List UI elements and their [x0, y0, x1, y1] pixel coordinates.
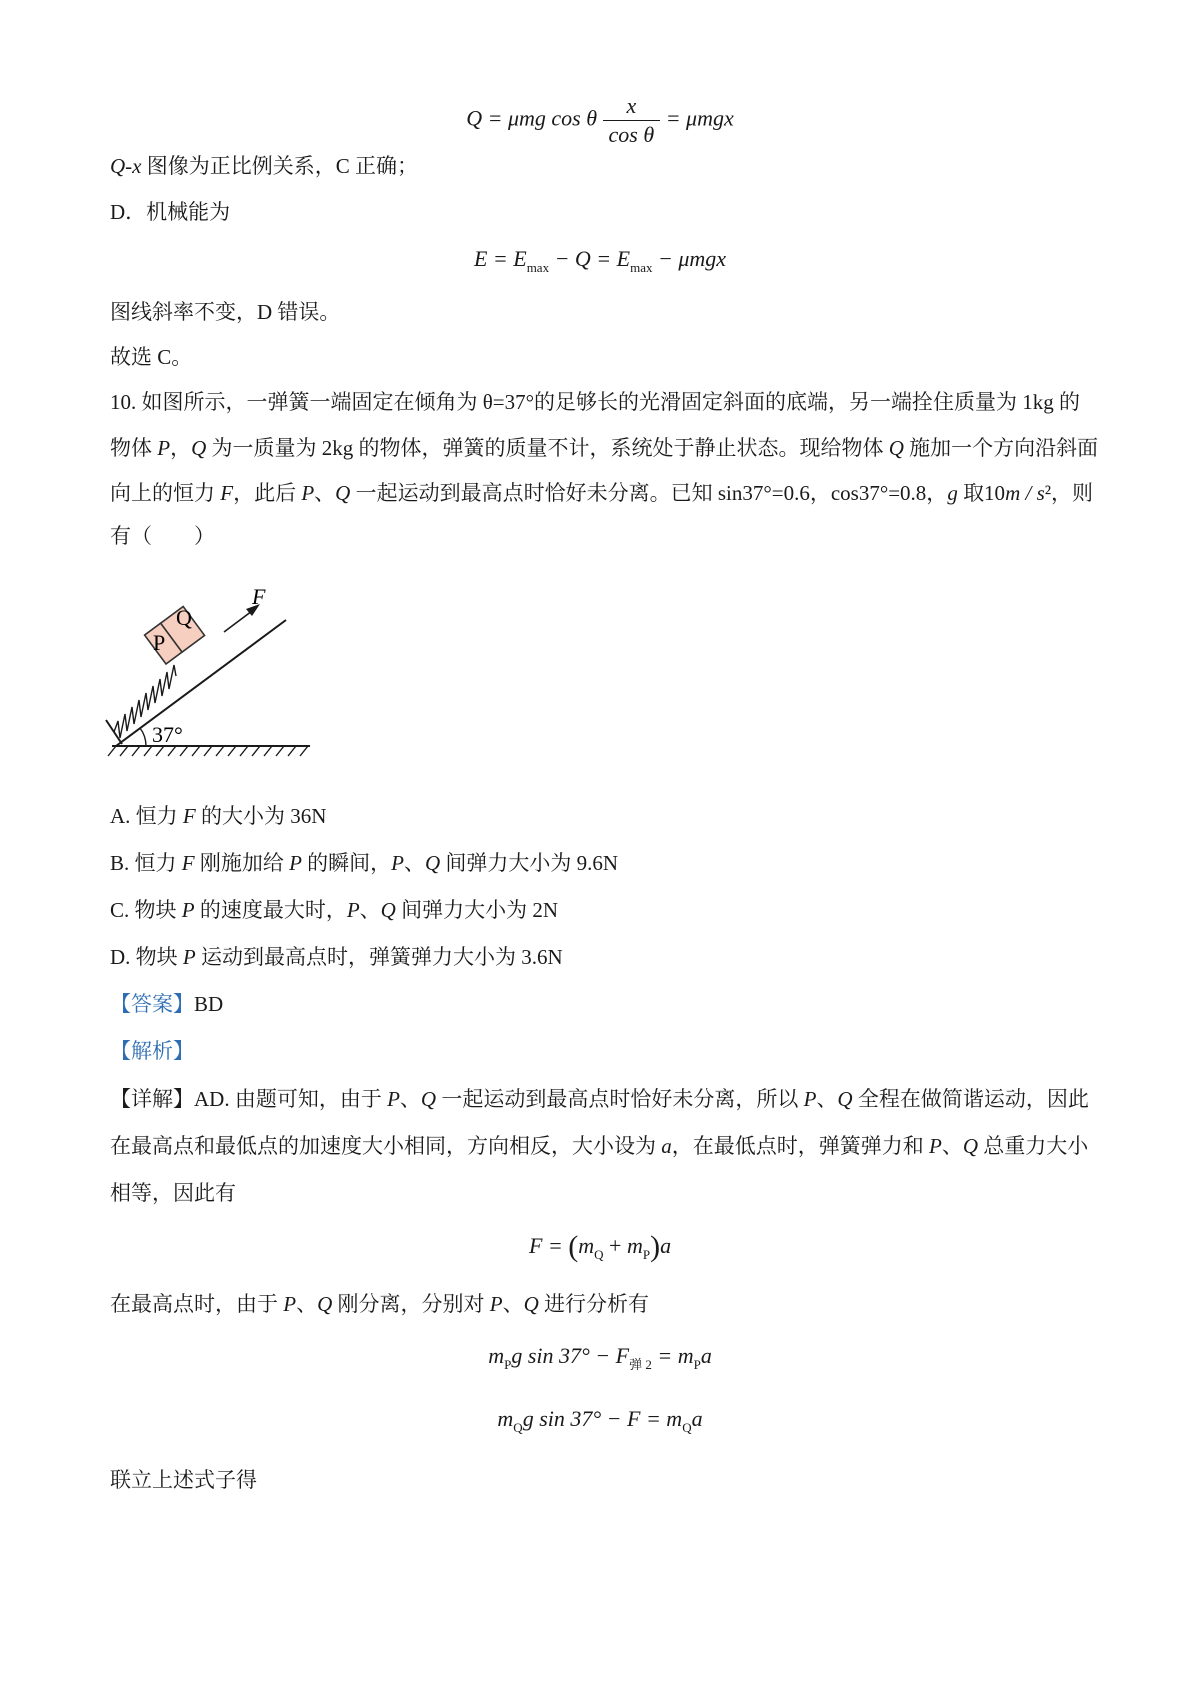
q-l3-f: ²，则: [1044, 481, 1094, 505]
q-l2-d: 施加一个方向沿斜面: [903, 436, 1099, 460]
angle-arc: [140, 728, 146, 746]
q-l3-d: 一起运动到最高点时恰好未分离。已知 sin37°=0.6，cos37°=0.8，: [350, 481, 948, 505]
q-l3-c: 、: [314, 481, 336, 505]
opt-d-a: D. 物块: [110, 945, 183, 969]
opt-a-a: A. 恒力: [110, 804, 183, 828]
analysis-tag: 【解析】: [110, 1039, 194, 1063]
q-l3-unit: m / s: [1005, 481, 1045, 505]
eq1-lhs: Q = μmg cos θ: [466, 105, 598, 131]
option-c: [110, 894, 558, 924]
option-b: [110, 847, 618, 877]
eq2-sub-max-2: max: [630, 260, 653, 275]
top-P2: P: [489, 1292, 503, 1316]
eq5-a: g sin 37° − F = m: [522, 1406, 683, 1431]
eq5-sub-Q: Q: [513, 1420, 523, 1435]
q-l2-P: P: [157, 436, 171, 460]
answer-line: [110, 988, 223, 1018]
label-angle: 37°: [152, 722, 183, 747]
eq3-sub-P: P: [642, 1247, 651, 1262]
top-Q: Q: [317, 1292, 333, 1316]
question-line-3: [110, 477, 1093, 507]
detail-l1-a: AD. 由题可知，由于: [194, 1087, 388, 1111]
eq1-numerator: x: [603, 92, 661, 121]
detail-line-3: 相等，因此有: [110, 1181, 236, 1205]
detail-tag: 【详解】: [110, 1087, 194, 1111]
opt-d-b: 运动到最高点时，弹簧弹力大小为 3.6N: [195, 945, 563, 969]
qx-text: 图像为正比例关系，C 正确；: [141, 154, 418, 178]
eq4-sub-P: P: [504, 1357, 512, 1372]
opt-c-c: 、: [359, 898, 381, 922]
q-l2-a: 物体: [110, 436, 158, 460]
q-l3-e: 取10: [957, 481, 1006, 505]
detail-l1-Q: Q: [420, 1087, 437, 1111]
eq2-part-a: E = E: [473, 246, 527, 271]
opt-d-P: P: [182, 945, 196, 969]
equation-heat: [0, 92, 1200, 149]
q-l2-Q: Q: [191, 436, 207, 460]
incline-spring-figure: [100, 588, 360, 768]
question-line-4: 有（ ）: [110, 524, 215, 548]
detail-l2-a-var: a: [661, 1134, 672, 1158]
question-line-2: [110, 432, 1098, 462]
opt-c-P: P: [181, 898, 195, 922]
paragraph-qx-graph: [110, 150, 418, 180]
opt-c-P2: P: [346, 898, 360, 922]
paragraph-choose-c: 故选 C。: [110, 345, 193, 369]
option-a: [110, 800, 326, 830]
opt-b-F: F: [181, 851, 195, 875]
detail-l2-P: P: [929, 1134, 942, 1158]
opt-b-d: 、: [404, 851, 425, 875]
option-d: [110, 941, 563, 971]
q-l2-b: ，: [170, 436, 192, 460]
q-l2-Q2: Q: [888, 436, 904, 460]
equation-P-top: [0, 1343, 1200, 1373]
top-b: 、: [296, 1292, 318, 1316]
top-P: P: [283, 1292, 297, 1316]
detail-l1-d: 、: [816, 1087, 838, 1111]
eq1-rhs: = μmgx: [665, 105, 734, 131]
eq5-m: m: [497, 1406, 514, 1431]
q-l3-P: P: [301, 481, 315, 505]
detail-l1-Q2: Q: [837, 1087, 853, 1111]
answer-tag: 【答案】: [110, 992, 194, 1016]
opt-a-F: F: [182, 804, 196, 828]
opt-b-P: P: [289, 851, 302, 875]
detail-l2-b: ，在最低点时，弹簧弹力和: [671, 1134, 929, 1158]
q-l3-a: 向上的恒力: [110, 481, 221, 505]
opt-b-a: B. 恒力: [110, 851, 182, 875]
eq3-m1: m: [578, 1233, 595, 1258]
opt-c-d: 间弹力大小为 2N: [395, 898, 559, 922]
opt-c-b: 的速度最大时，: [194, 898, 347, 922]
detail-l1-e: 全程在做简谐运动，因此: [852, 1087, 1089, 1111]
opt-b-b: 刚施加给: [194, 851, 290, 875]
eq3-a: F =: [528, 1233, 569, 1258]
paragraph-option-d-heading: D．机械能为: [110, 200, 231, 224]
eq3-sub-Q: Q: [594, 1247, 604, 1262]
eq3-close-paren: ): [650, 1230, 661, 1263]
opt-b-Q: Q: [425, 851, 441, 875]
q-l2-c: 为一质量为 2kg 的物体，弹簧的质量不计，系统处于静止状态。现给物体: [206, 436, 889, 460]
opt-b-c: 的瞬间，: [301, 851, 392, 875]
eq1-fraction: [603, 92, 661, 149]
eq4-b: = m: [651, 1343, 694, 1368]
equation-mechanical-energy: [0, 246, 1200, 276]
ground-hatching: [108, 746, 308, 756]
eq2-part-b: − Q = E: [549, 246, 631, 271]
eq3-plus: +: [603, 1233, 627, 1258]
top-c: 刚分离，分别对: [332, 1292, 490, 1316]
detail-l1-P: P: [387, 1087, 400, 1111]
q-l3-F: F: [220, 481, 234, 505]
detail-l1-b: 、: [399, 1087, 421, 1111]
equation-Q-top: [0, 1406, 1200, 1436]
qx-label: Q-x: [110, 154, 142, 178]
q-l3-Q: Q: [335, 481, 351, 505]
eq3-a-var: a: [660, 1233, 672, 1258]
q-l3-b: ，此后: [233, 481, 302, 505]
detail-line-1: [110, 1083, 1089, 1113]
top-d: 、: [502, 1292, 524, 1316]
q-l3-g: g: [947, 481, 958, 505]
eq1-denominator: cos θ: [608, 122, 655, 147]
eq5-c: a: [691, 1406, 703, 1431]
label-Q: Q: [176, 605, 192, 630]
opt-c-a: C. 物块: [110, 898, 182, 922]
eq4-c: a: [700, 1343, 712, 1368]
detail-l2-Q: Q: [962, 1134, 978, 1158]
label-P: P: [153, 630, 166, 655]
eq3-open-paren: (: [568, 1230, 579, 1263]
paragraph-slope: 图线斜率不变，D 错误。: [110, 300, 341, 324]
detail-l1-P2: P: [803, 1087, 817, 1111]
detail-l2-a: 在最高点和最低点的加速度大小相同，方向相反，大小设为: [110, 1134, 662, 1158]
eq5-sub-Q2: Q: [682, 1420, 692, 1435]
top-e: 进行分析有: [538, 1292, 649, 1316]
detail-line-2: [110, 1130, 1088, 1160]
eq4-sub-P2: P: [693, 1357, 701, 1372]
paragraph-combine: 联立上述式子得: [110, 1468, 257, 1492]
top-Q2: Q: [523, 1292, 539, 1316]
equation-force: [0, 1230, 1200, 1264]
detail-l2-c: 、: [941, 1134, 963, 1158]
question-line-1: 10. 如图所示，一弹簧一端固定在倾角为 θ=37°的足够长的光滑固定斜面的底端，另一端拴住质量为 1kg 的: [110, 390, 1081, 414]
label-F: F: [252, 588, 266, 609]
opt-b-e: 间弹力大小为 9.6N: [440, 851, 619, 875]
answer-value: BD: [194, 992, 224, 1016]
eq4-a: g sin 37° − F: [511, 1343, 630, 1368]
eq4-sub-spring: 弹 2: [629, 1357, 652, 1372]
opt-c-Q: Q: [380, 898, 396, 922]
eq4-m: m: [488, 1343, 505, 1368]
eq2-sub-max: max: [526, 260, 550, 275]
opt-a-b: 的大小为 36N: [195, 804, 327, 828]
paragraph-top-point: [110, 1288, 649, 1318]
detail-l2-d: 总重力大小: [978, 1134, 1089, 1158]
eq2-part-c: − μmgx: [652, 246, 727, 271]
top-a: 在最高点时，由于: [110, 1292, 284, 1316]
detail-l1-c: 一起运动到最高点时恰好未分离，所以: [436, 1087, 804, 1111]
eq3-m2: m: [626, 1233, 643, 1258]
opt-b-P2: P: [391, 851, 404, 875]
